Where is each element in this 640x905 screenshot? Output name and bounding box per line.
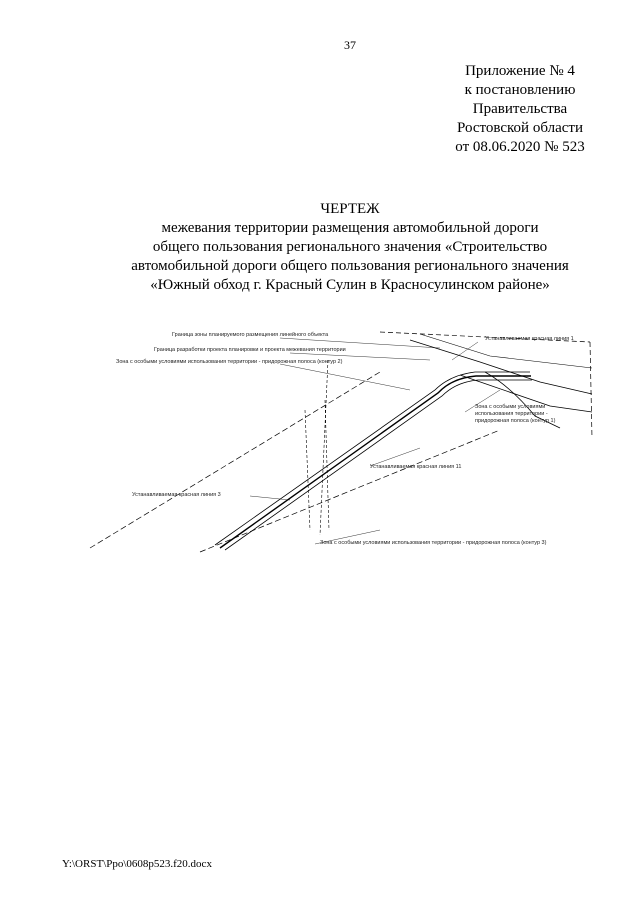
appendix-line: Правительства <box>472 101 568 117</box>
label-red-line-1: Устанавливаемая красная линия 1 <box>485 336 574 342</box>
label-roadside-zone-3: Зона с особыми условиями использования территории - придорожная полоса (контур 3) <box>320 540 547 546</box>
document-title: ЧЕРТЕЖ <box>320 201 380 217</box>
crossing-line <box>320 360 328 535</box>
subtitle-line: общего пользования регионального значения «Строительство <box>152 239 548 255</box>
leader-line <box>280 364 410 390</box>
label-red-line-3: Устанавливаемая красная линия 3 <box>132 492 221 498</box>
subtitle-line: автомобильной дороги общего пользования регионального значения <box>131 258 569 274</box>
document-subtitle <box>60 219 640 295</box>
label-zone-boundary: Граница зоны планируемого размещения линейного объекта <box>172 332 329 338</box>
boundary-line-left <box>90 372 380 548</box>
road-centerline <box>220 376 531 548</box>
appendix-block <box>440 62 600 157</box>
page-number: 37 <box>344 38 356 52</box>
road-junction <box>410 340 592 394</box>
road-edge <box>215 372 530 545</box>
label-roadside-zone-2: Зона с особыми условиями использования территории - придорожная полоса (контур 2) <box>116 359 343 365</box>
appendix-line: Приложение № 4 <box>465 63 575 79</box>
label-roadside-zone-1: придорожная полоса (контур 1) <box>475 418 556 424</box>
subtitle-line: межевания территории размещения автомобильной дороги <box>161 220 539 236</box>
label-roadside-zone-1: использования территории - <box>475 411 548 417</box>
label-project-boundary: Граница разработки проекта планировки и проекта межевания территории <box>154 347 346 353</box>
boundary-line-right-edge <box>590 342 592 438</box>
label-red-line-11: Устанавливаемая красная линия 11 <box>370 464 462 470</box>
survey-drawing <box>80 320 600 560</box>
file-path-footer: Y:\ORST\Ppo\0608p523.f20.docx <box>62 858 212 870</box>
appendix-line: Ростовской области <box>457 120 583 136</box>
boundary-line-right <box>200 430 500 552</box>
crossing-line <box>305 410 310 530</box>
subtitle-line: «Южный обход г. Красный Сулин в Красносулинском районе» <box>150 277 550 293</box>
appendix-line: к постановлению <box>464 82 576 98</box>
label-roadside-zone-1: Зона с особыми условиями <box>475 404 546 410</box>
appendix-line: от 08.06.2020 № 523 <box>455 139 585 155</box>
